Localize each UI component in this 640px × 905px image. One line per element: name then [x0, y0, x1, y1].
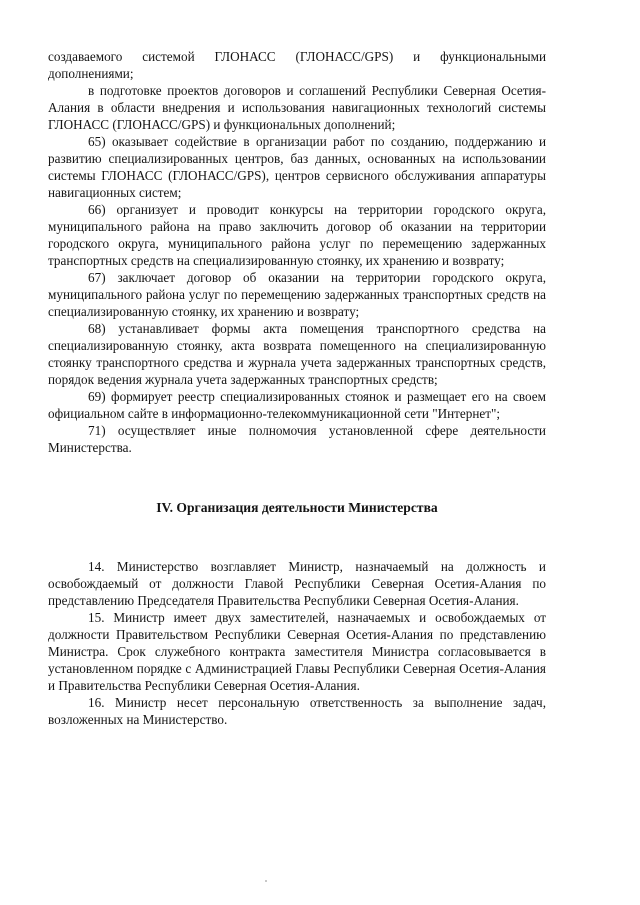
document-paragraph: в подготовке проектов договоров и соглашений Республики Северная Осетия-Алания в области внедрения и использования навигационных технологий системы ГЛОНАСС (ГЛОНАСС/GPS) и функциональных дополнений; — [48, 83, 546, 132]
scan-speck — [265, 880, 267, 882]
document-paragraph: 68) устанавливает формы акта помещения транспортного средства на специализированную стоянку, акта возврата помещенного на специализированную стоянку транспортного средства и журнала учета задержанных транспортных средств, порядок ведения журнала учета задержанных транспортных средств; — [48, 321, 546, 387]
section-heading: IV. Организация деятельности Министерства — [156, 500, 438, 515]
paragraphs-before-heading — [48, 48, 546, 456]
document-paragraph: 16. Министр несет персональную ответственность за выполнение задач, возложенных на Министерство. — [48, 695, 546, 727]
document-paragraph: 14. Министерство возглавляет Министр, назначаемый на должность и освобождаемый от должности Главой Республики Северная Осетия-Алания по представлению Председателя Правительства Республики Северная Осетия-Алания. — [48, 559, 546, 608]
document-paragraph: 66) организует и проводит конкурсы на территории городского округа, муниципального района на право заключить договор об оказании на территории городского округа, муниципального района услуг по перемещению задержанных транспортных средств на специализированную стоянку, их хранению и возврату; — [48, 202, 546, 268]
document-page — [48, 48, 546, 728]
paragraphs-after-heading — [48, 558, 546, 728]
document-paragraph: 69) формирует реестр специализированных стоянок и размещает его на своем официальном сайте в информационно-телекоммуникационной сети "Интернет"; — [48, 389, 546, 421]
document-paragraph: 15. Министр имеет двух заместителей, назначаемых и освобождаемых от должности Правительством Республики Северная Осетия-Алания по представлению Министра. Срок служебного контракта заместителя Министра согласовывается в установленном порядке с Администрацией Главы Республики Северная Осетия-Алания и Правительства Республики Северная Осетия-Алания. — [48, 610, 546, 693]
document-paragraph: создаваемого системой ГЛОНАСС (ГЛОНАСС/GPS) и функциональными дополнениями; — [48, 49, 546, 81]
document-paragraph: 67) заключает договор об оказании на территории городского округа, муниципального района услуг по перемещению задержанных транспортных средств на специализированную стоянку, их хранению и возврату; — [48, 270, 546, 319]
document-paragraph: 71) осуществляет иные полномочия установленной сфере деятельности Министерства. — [48, 423, 546, 455]
document-paragraph: 65) оказывает содействие в организации работ по созданию, поддержанию и развитию специализированных центров, баз данных, основанных на использовании системы ГЛОНАСС (ГЛОНАСС/GPS), центров сервисного обслуживания аппаратуры навигационных систем; — [48, 134, 546, 200]
